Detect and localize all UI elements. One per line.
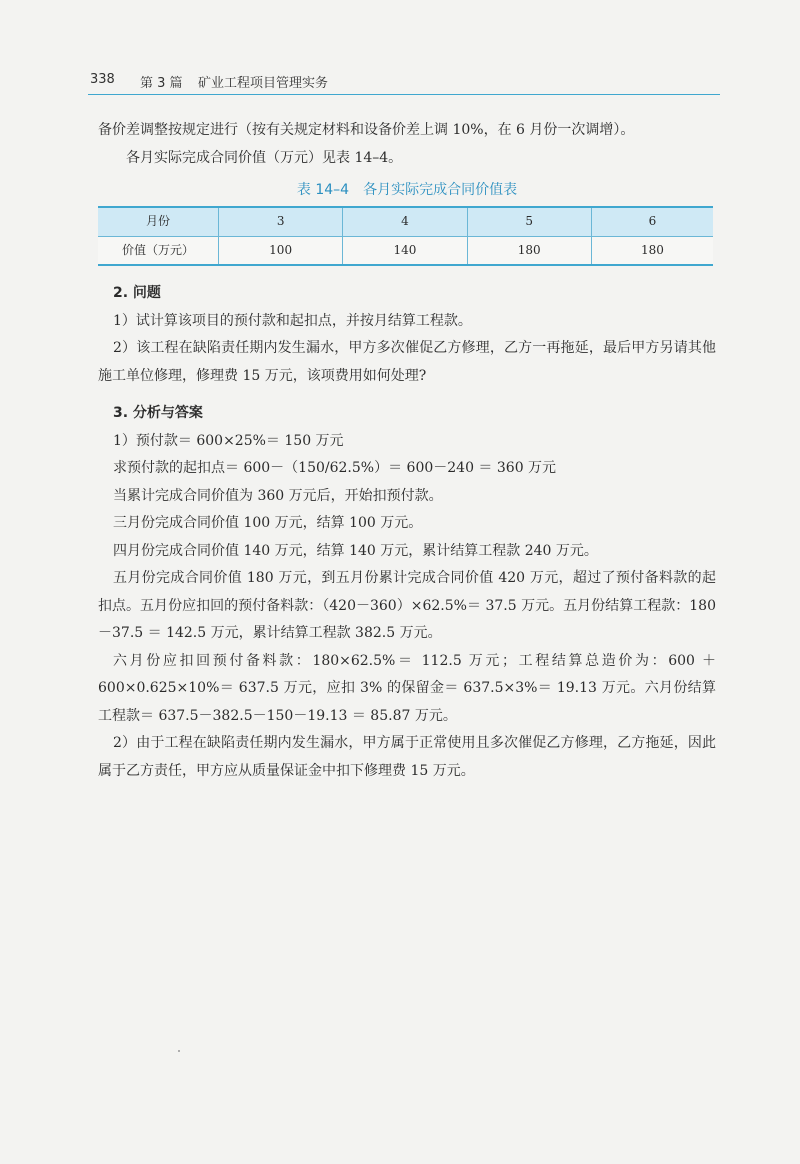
page-header <box>88 70 720 95</box>
table-cell: 6 <box>591 207 713 236</box>
table-cell: 180 <box>467 236 591 265</box>
page-body <box>98 117 716 785</box>
page-number: 338 <box>90 72 115 87</box>
question-1: 1）试计算该项目的预付款和起扣点，并按月结算工程款。 <box>113 312 472 329</box>
table-title: 表 14–4 各月实际完成合同价值表 <box>296 182 518 198</box>
table-cell: 4 <box>343 207 467 236</box>
answer-paragraph: 五月份完成合同价值 180 万元，到五月份累计完成合同价值 420 万元，超过了预付备料款的起扣点。五月份应扣回的预付备料款：（420－360）×62.5%＝ 37.5 万元。五月份结算工程款：180－37.5 ＝ 142.5 万元，累计结算工程款 382.5 万元。 <box>98 570 716 641</box>
answer-line: 1）预付款＝ 600×25%＝ 150 万元 <box>113 432 344 449</box>
table-header-month: 月份 <box>98 207 219 236</box>
chapter-label: 第 3 篇 <box>140 76 183 91</box>
section-heading-questions: 2. 问题 <box>113 285 161 301</box>
answer-paragraph: 2）由于工程在缺陷责任期内发生漏水，甲方属于正常使用且多次催促乙方修理，乙方拖延，因此属于乙方责任，甲方应从质量保证金中扣下修理费 15 万元。 <box>98 735 716 779</box>
question-2: 2）该工程在缺陷责任期内发生漏水，甲方多次催促乙方修理，乙方一再拖延，最后甲方另请其他施工单位修理，修理费 15 万元，该项费用如何处理? <box>98 340 716 384</box>
table-cell: 100 <box>219 236 343 265</box>
answer-line: 三月份完成合同价值 100 万元，结算 100 万元。 <box>113 515 423 531</box>
table-row-value <box>98 236 713 265</box>
answer-line: 求预付款的起扣点＝ 600－（150/62.5%）＝ 600－240 ＝ 360 万元 <box>113 460 557 476</box>
scan-speck <box>178 1050 180 1052</box>
table-cell: 3 <box>219 207 343 236</box>
table-cell: 140 <box>343 236 467 265</box>
header-title: 矿业工程项目管理实务 <box>198 76 329 91</box>
intro-line-2: 各月实际完成合同价值（万元）见表 14–4。 <box>126 149 403 166</box>
table-cell: 5 <box>467 207 591 236</box>
answer-paragraph: 六月份应扣回预付备料款：180×62.5%＝ 112.5 万元；工程结算总造价为：600 ＋ 600×0.625×10%＝ 637.5 万元，应扣 3% 的保留金＝ 637.5×3%＝ 19.13 万元。六月份结算工程款＝ 637.5－382.5－150－19.13 ＝ 85.87 万元。 <box>98 652 716 724</box>
answer-line: 当累计完成合同价值为 360 万元后，开始扣预付款。 <box>113 487 443 504</box>
table-row-month <box>98 207 713 236</box>
contract-value-table <box>98 206 713 266</box>
table-header-value: 价值（万元） <box>98 236 219 265</box>
answer-line: 四月份完成合同价值 140 万元，结算 140 万元，累计结算工程款 240 万元。 <box>113 542 598 559</box>
intro-line-1: 备价差调整按规定进行（按有关规定材料和设备价差上调 10%，在 6 月份一次调增）。 <box>98 122 635 138</box>
table-cell: 180 <box>591 236 713 265</box>
section-heading-answers: 3. 分析与答案 <box>113 405 203 421</box>
